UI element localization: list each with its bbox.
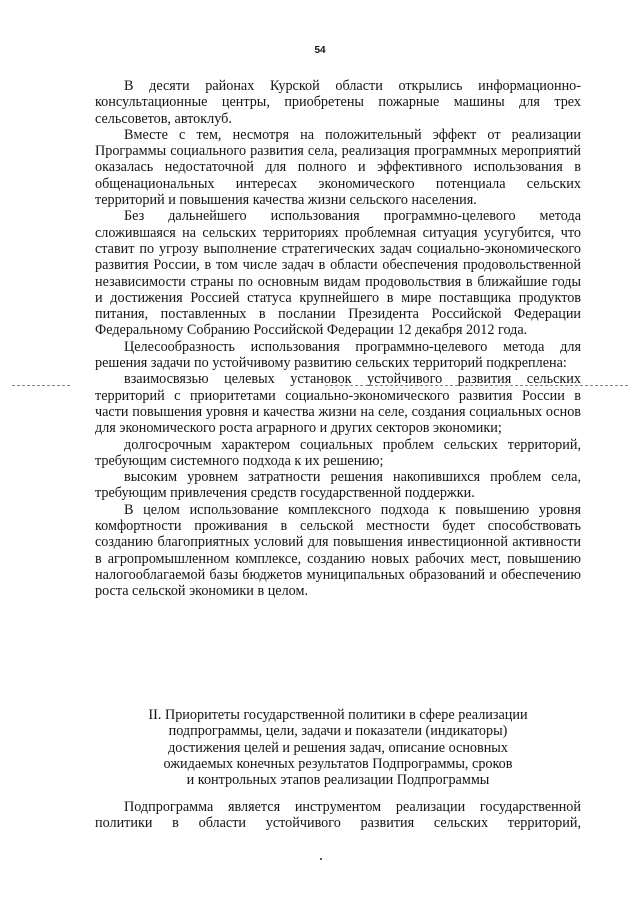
section-heading-line: достижения целей и решения задач, описание основных	[168, 739, 508, 756]
paragraph-complex-approach: В целом использование комплексного подхода к повышению уровня комфортности проживания в сельской местности будет способствовать созданию благоприятных условий для повышения инвестиционной активности в агропромышленном комплексе, созданию новых рабочих мест, повышению налогооблагаемой базы бюджетов муниципальных образований и обеспечению роста сельской экономики в целом.	[95, 501, 581, 600]
list-item-interconnection: взаимосвязью целевых установок устойчивого развития сельских территорий с приоритетами социально-экономического развития России в части повышения уровня и качества жизни на селе, создания социальных основ для экономического роста аграрного и других секторов экономики;	[95, 371, 581, 437]
paragraph-method-rationale: Целесообразность использования программно-целевого метода для решения задачи по устойчивому развитию сельских территорий подкреплена:	[95, 338, 581, 372]
section-heading-line: и контрольных этапов реализации Подпрограммы	[186, 772, 490, 789]
list-item-long-term: долгосрочным характером социальных проблем сельских территорий, требующим системного подхода к их решению;	[95, 436, 581, 469]
section-heading	[95, 707, 581, 788]
page-number: 54	[314, 45, 326, 56]
section-heading-line: ожидаемых конечных результатов Подпрограммы, сроков	[163, 755, 513, 772]
section-heading-line: подпрограммы, цели, задачи и показатели (индикаторы)	[168, 723, 508, 740]
list-item-high-cost: высоким уровнем затратности решения накопившихся проблем села, требующим привлечения средств государственной поддержки.	[95, 469, 581, 502]
scan-line-left	[12, 385, 70, 386]
paragraph-program-effect: Вместе с тем, несмотря на положительный эффект от реализации Программы социального развития села, реализация программных мероприятий оказалась недостаточной для полного и эффективного использования в общенациональных интересах экономического потенциала сельских территорий и повышения качества жизни сельского населения.	[95, 126, 581, 209]
paragraph-info-centers: В десяти районах Курской области открылись информационно-консультационные центры, приобретены пожарные машины для трех сельсоветов, автоклуб.	[95, 78, 581, 127]
body-text	[95, 78, 581, 600]
scan-line-right	[325, 385, 628, 386]
section-heading-line: II. Приоритеты государственной политики в сфере реализации	[148, 707, 528, 723]
tail-text	[95, 799, 581, 832]
scan-speck	[320, 858, 322, 860]
paragraph-subprogram-instrument: Подпрограмма является инструментом реализации государственной политики в области устойчивого развития сельских территорий,	[95, 799, 581, 832]
paragraph-program-method: Без дальнейшего использования программно-целевого метода сложившаяся на сельских территориях проблемная ситуация усугубится, что ставит по угрозу выполнение стратегических задач социально-экономического развития России, в том числе задач в области обеспечения продовольственной независимости страны по основным видам продовольствия в ближайшие годы и достижения Россией статуса крупнейшего в мире поставщика продуктов питания, поставленных в послании Президента Российской Федерации Федеральному Собранию Российской Федерации 12 декабря 2012 года.	[95, 208, 581, 339]
